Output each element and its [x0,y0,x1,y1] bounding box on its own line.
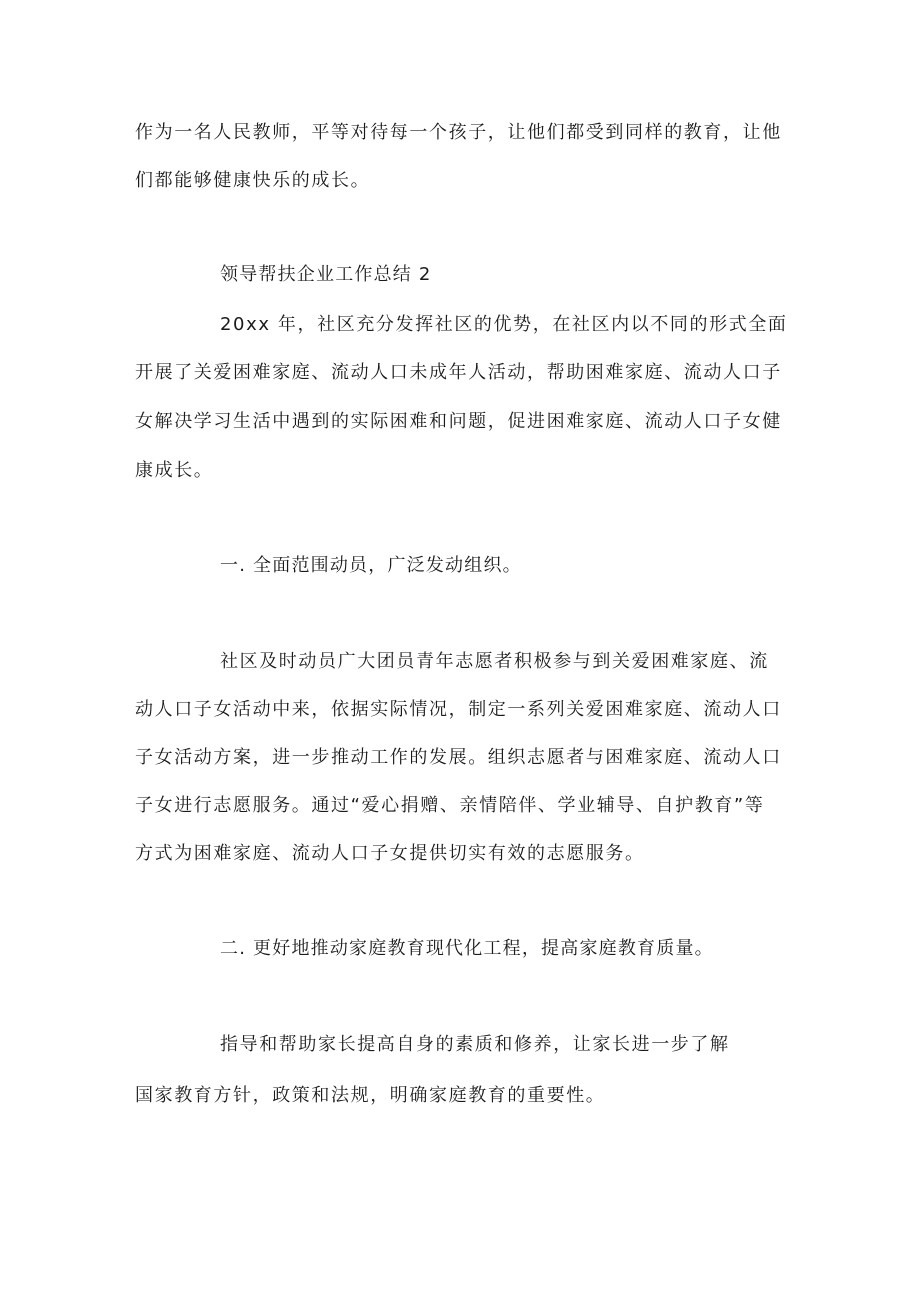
section2-line-2: 国家教育方针，政策和法规，明确家庭教育的重要性。 [135,1085,606,1106]
para1-line-2: 开展了关爱困难家庭、流动人口未成年人活动，帮助困难家庭、流动人口子 [135,362,782,383]
section1-line-5: 方式为困难家庭、流动人口子女提供切实有效的志愿服务。 [135,843,645,864]
intro-line-2: 们都能够健康快乐的成长。 [135,170,371,191]
section1-line-4: 子女进行志愿服务。通过“爱心捐赠、亲情陪伴、学业辅导、自护教育”等 [135,795,765,816]
para1-line-1: 20xx 年，社区充分发挥社区的优势，在社区内以不同的形式全面 [220,314,788,335]
section2-heading: 二. 更好地推动家庭教育现代化工程，提高家庭教育质量。 [220,938,714,959]
section1-line-1: 社区及时动员广大团员青年志愿者积极参与到关爱困难家庭、流 [220,651,769,672]
intro-line-1: 作为一名人民教师，平等对待每一个孩子，让他们都受到同样的教育，让他 [135,122,782,143]
document-title: 领导帮扶企业工作总结 2 [220,264,432,285]
section1-line-3: 子女活动方案，进一步推动工作的发展。组织志愿者与困难家庭、流动人口 [135,747,782,768]
section2-line-1: 指导和帮助家长提高自身的素质和修养，让家长进一步了解 [220,1034,730,1055]
section1-line-2: 动人口子女活动中来，依据实际情况，制定一系列关爱困难家庭、流动人口 [135,699,782,720]
section1-heading: 一. 全面范围动员，广泛发动组织。 [220,555,522,576]
para1-line-4: 康成长。 [135,460,214,481]
para1-line-3: 女解决学习生活中遇到的实际困难和问题，促进困难家庭、流动人口子女健 [135,411,782,432]
